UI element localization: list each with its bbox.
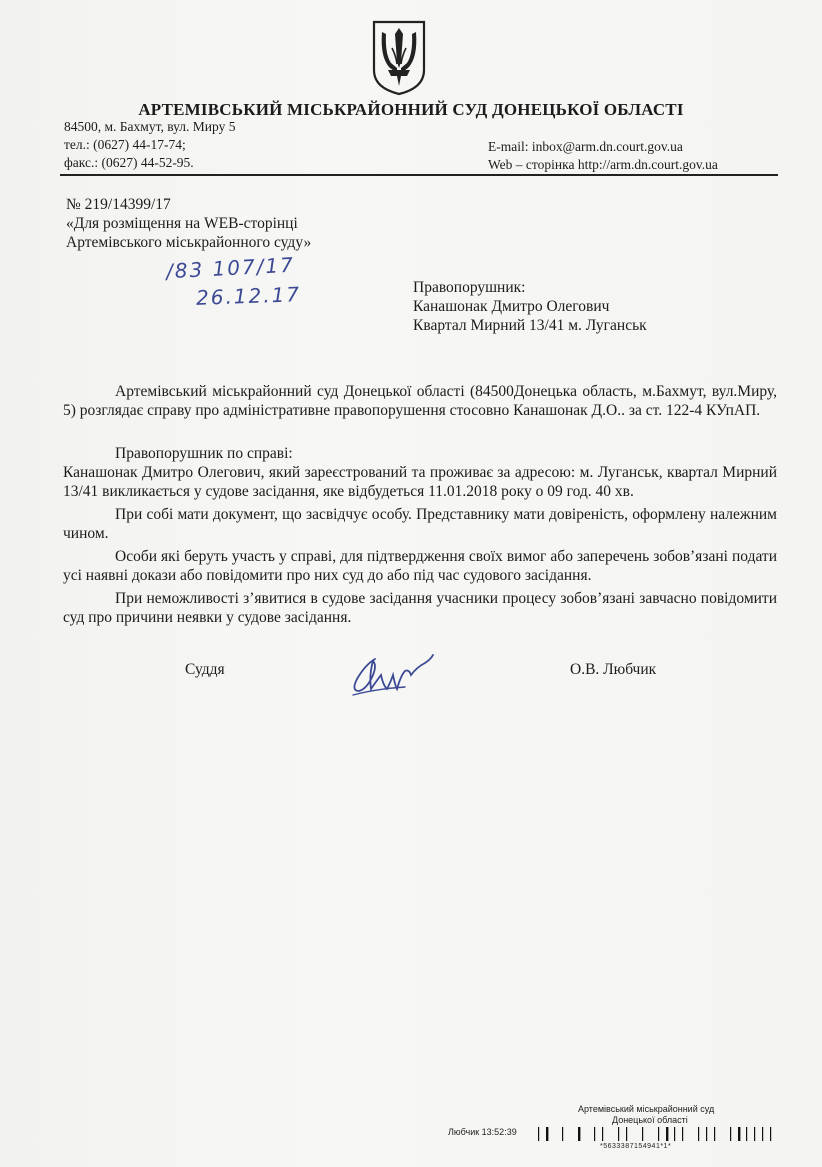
offender-label: Правопорушник по справі: [115,445,293,462]
handwritten-outgoing-number: /83 107/17 [165,252,296,284]
court-name-heading: АРТЕМІВСЬКИЙ МІСЬКРАЙОННИЙ СУД ДОНЕЦЬКОЇ ОБЛАСТІ [138,100,684,119]
court-address: 84500, м. Бахмут, вул. Миру 5 [64,119,236,134]
paragraph-evidence: Особи які беруть участь у справі, для підтвердження своїх вимог або заперечень зобов’язані подати усі наявні докази або повідомити про них суд до або під час судового засідання. [63,548,777,584]
barcode [538,1127,778,1141]
stamp-user-time: Любчик 13:52:39 [448,1127,517,1137]
court-website: Web – сторінка http://arm.dn.court.gov.ua [488,157,718,172]
recipient-address: Квартал Мирний 13/41 м. Луганськ [413,317,647,334]
court-fax: факс.: (0627) 44-52-95. [64,155,194,170]
judge-title: Суддя [185,661,225,678]
handwritten-date: 26.12.17 [195,282,302,310]
stamp-court-line-1: Артемівський міськрайонний суд [578,1104,715,1114]
paragraph-summons: Канашонак Дмитро Олегович, який зареєстрований та проживає за адресою: м. Луганськ, квартал Мирний 13/41 викликається у судове засідання, яке відбудеться 11.01.2018 року о 09 год. 40 хв. [63,464,777,500]
judge-signature [345,645,440,705]
court-phone: тел.: (0627) 44-17-74; [64,137,186,152]
header-divider [60,174,778,176]
paragraph-case-info: Артемівський міськрайонний суд Донецької області (84500Донецька область, м.Бахмут, вул.Миру, 5) розглядає справу про адміністративне правопорушення стосовно Канашонак Д.О.. за ст. 122-4 КУпАП. [63,383,777,419]
coat-of-arms-icon [370,18,428,96]
web-note-line-2: Артемівського міськрайонного суду» [66,234,312,251]
court-email: E-mail: inbox@arm.dn.court.gov.ua [488,139,683,154]
paragraph-documents: При собі мати документ, що засвідчує особу. Представнику мати довіреність, оформлену належним чином. [63,506,777,542]
web-note-line-1: «Для розміщення на WEB-сторінці [66,215,298,232]
recipient-label: Правопорушник: [413,279,526,296]
barcode-text: *5633387154941*1* [600,1143,672,1150]
paragraph-absence: При неможливості з’явитися в судове засідання учасники процесу зобов’язані завчасно повідомити суд про причини неявки у судове засідання. [63,590,777,626]
judge-name: О.В. Любчик [570,661,657,678]
stamp-court-line-2: Донецької області [612,1115,688,1125]
case-number: № 219/14399/17 [66,196,171,213]
recipient-name: Канашонак Дмитро Олегович [413,298,610,315]
